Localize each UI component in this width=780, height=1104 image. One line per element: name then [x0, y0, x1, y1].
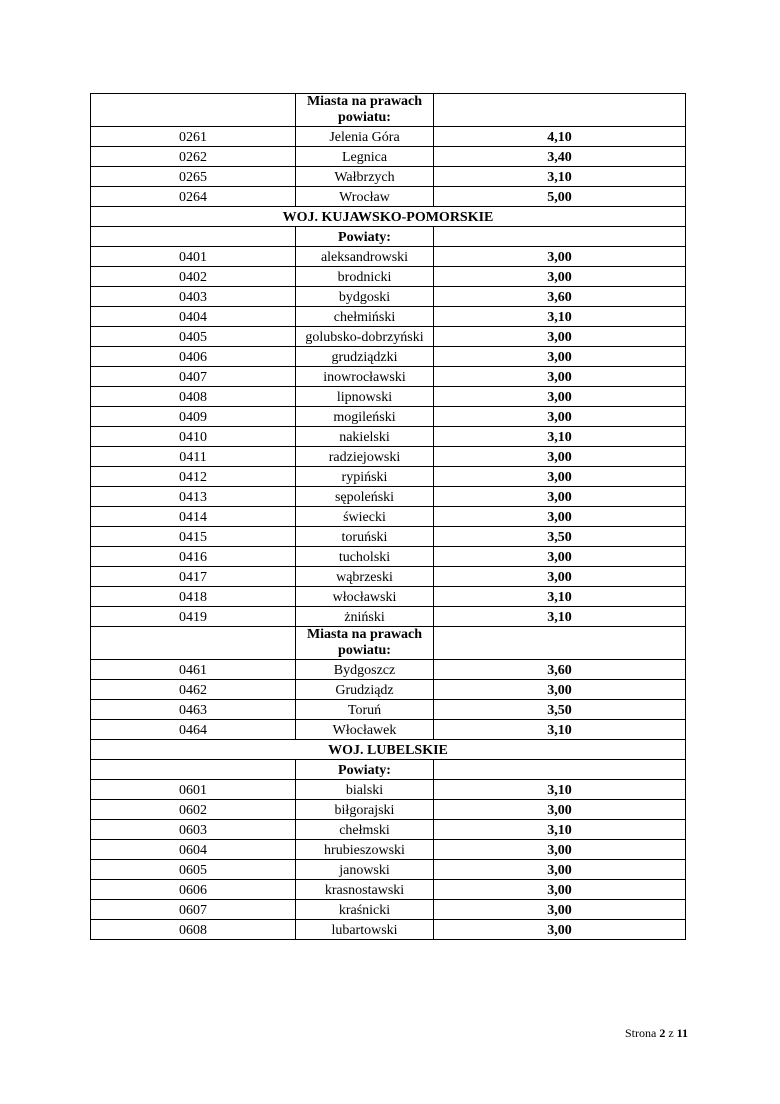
- table-row: [91, 387, 686, 407]
- value-cell: 3,10: [434, 427, 686, 447]
- value-cell: 3,00: [434, 567, 686, 587]
- table-row: [91, 700, 686, 720]
- name-cell: aleksandrowski: [296, 247, 434, 267]
- name-cell: bialski: [296, 780, 434, 800]
- name-cell: Jelenia Góra: [296, 127, 434, 147]
- code-cell-empty: [91, 94, 296, 127]
- value-cell: 3,00: [434, 507, 686, 527]
- code-cell: 0407: [91, 367, 296, 387]
- name-cell: świecki: [296, 507, 434, 527]
- table-row: [91, 327, 686, 347]
- code-cell: 0464: [91, 720, 296, 740]
- code-cell: 0418: [91, 587, 296, 607]
- name-cell: golubsko-dobrzyński: [296, 327, 434, 347]
- table-row: [91, 527, 686, 547]
- code-cell: 0606: [91, 880, 296, 900]
- code-cell: 0414: [91, 507, 296, 527]
- subheader-label: Miasta na prawach powiatu:: [296, 627, 434, 660]
- value-cell: 4,10: [434, 127, 686, 147]
- name-cell: grudziądzki: [296, 347, 434, 367]
- code-cell: 0403: [91, 287, 296, 307]
- code-cell: 0415: [91, 527, 296, 547]
- table-row: [91, 567, 686, 587]
- code-cell: 0404: [91, 307, 296, 327]
- code-cell: 0412: [91, 467, 296, 487]
- code-cell: 0462: [91, 680, 296, 700]
- table-row: [91, 167, 686, 187]
- table-row: [91, 407, 686, 427]
- page-number-prefix: Strona: [624, 1026, 657, 1040]
- name-cell: chełmiński: [296, 307, 434, 327]
- value-cell: 3,00: [434, 860, 686, 880]
- code-cell: 0410: [91, 427, 296, 447]
- code-cell: 0406: [91, 347, 296, 367]
- name-cell: toruński: [296, 527, 434, 547]
- table-row: [91, 187, 686, 207]
- subheader-row: [91, 627, 686, 660]
- page-number-separator: z: [668, 1026, 674, 1040]
- code-cell: 0265: [91, 167, 296, 187]
- table-row: [91, 307, 686, 327]
- table-row: [91, 127, 686, 147]
- name-cell: lipnowski: [296, 387, 434, 407]
- section-title: WOJ. KUJAWSKO-POMORSKIE: [91, 207, 686, 227]
- value-cell: 3,10: [434, 607, 686, 627]
- name-cell: Bydgoszcz: [296, 660, 434, 680]
- value-cell: 3,00: [434, 920, 686, 940]
- value-cell: 5,00: [434, 187, 686, 207]
- subheader-row: [91, 94, 686, 127]
- table-row: [91, 367, 686, 387]
- value-cell: 3,00: [434, 900, 686, 920]
- subheader-label: Miasta na prawach powiatu:: [296, 94, 434, 127]
- code-cell: 0463: [91, 700, 296, 720]
- name-cell: krasnostawski: [296, 880, 434, 900]
- code-cell: 0417: [91, 567, 296, 587]
- value-cell: 3,00: [434, 800, 686, 820]
- name-cell: radziejowski: [296, 447, 434, 467]
- code-cell: 0262: [91, 147, 296, 167]
- table-row: [91, 780, 686, 800]
- code-cell: 0416: [91, 547, 296, 567]
- table-row: [91, 800, 686, 820]
- value-cell: 3,10: [434, 307, 686, 327]
- name-cell: kraśnicki: [296, 900, 434, 920]
- name-cell: hrubieszowski: [296, 840, 434, 860]
- value-cell: 3,50: [434, 700, 686, 720]
- value-cell: 3,00: [434, 880, 686, 900]
- name-cell: żniński: [296, 607, 434, 627]
- value-cell-empty: [434, 627, 686, 660]
- page-number-total: 11: [676, 1026, 688, 1040]
- subheader-label: Powiaty:: [296, 227, 434, 247]
- table-row: [91, 920, 686, 940]
- value-cell: 3,00: [434, 447, 686, 467]
- name-cell: janowski: [296, 860, 434, 880]
- table-row: [91, 487, 686, 507]
- page-number-current: 2: [659, 1026, 666, 1040]
- value-cell: 3,00: [434, 327, 686, 347]
- value-cell: 3,00: [434, 407, 686, 427]
- value-cell: 3,50: [434, 527, 686, 547]
- value-cell: 3,00: [434, 247, 686, 267]
- value-cell: 3,00: [434, 267, 686, 287]
- value-cell: 3,00: [434, 840, 686, 860]
- name-cell: chełmski: [296, 820, 434, 840]
- name-cell: Wałbrzych: [296, 167, 434, 187]
- table-row: [91, 287, 686, 307]
- code-cell: 0419: [91, 607, 296, 627]
- name-cell: włocławski: [296, 587, 434, 607]
- code-cell: 0261: [91, 127, 296, 147]
- rates-table: [90, 93, 686, 940]
- value-cell: 3,00: [434, 367, 686, 387]
- name-cell: sępoleński: [296, 487, 434, 507]
- table-row: [91, 880, 686, 900]
- subheader-row: [91, 760, 686, 780]
- table-row: [91, 900, 686, 920]
- name-cell: inowrocławski: [296, 367, 434, 387]
- page-number: [625, 1026, 688, 1041]
- name-cell: Wrocław: [296, 187, 434, 207]
- code-cell: 0605: [91, 860, 296, 880]
- code-cell: 0405: [91, 327, 296, 347]
- code-cell: 0264: [91, 187, 296, 207]
- value-cell: 3,10: [434, 720, 686, 740]
- value-cell-empty: [434, 760, 686, 780]
- table-row: [91, 507, 686, 527]
- table-row: [91, 820, 686, 840]
- name-cell: nakielski: [296, 427, 434, 447]
- section-header-row: [91, 740, 686, 760]
- code-cell: 0607: [91, 900, 296, 920]
- code-cell: 0461: [91, 660, 296, 680]
- value-cell: 3,00: [434, 387, 686, 407]
- value-cell: 3,00: [434, 467, 686, 487]
- name-cell: bydgoski: [296, 287, 434, 307]
- name-cell: Legnica: [296, 147, 434, 167]
- value-cell: 3,10: [434, 820, 686, 840]
- value-cell: 3,60: [434, 660, 686, 680]
- value-cell: 3,40: [434, 147, 686, 167]
- table-row: [91, 467, 686, 487]
- table-row: [91, 860, 686, 880]
- code-cell: 0603: [91, 820, 296, 840]
- section-title: WOJ. LUBELSKIE: [91, 740, 686, 760]
- table-row: [91, 660, 686, 680]
- value-cell: 3,00: [434, 680, 686, 700]
- value-cell: 3,00: [434, 487, 686, 507]
- name-cell: Grudziądz: [296, 680, 434, 700]
- code-cell: 0602: [91, 800, 296, 820]
- subheader-label: Powiaty:: [296, 760, 434, 780]
- code-cell: 0411: [91, 447, 296, 467]
- value-cell-empty: [434, 94, 686, 127]
- table-row: [91, 607, 686, 627]
- value-cell: 3,10: [434, 587, 686, 607]
- table-row: [91, 587, 686, 607]
- name-cell: tucholski: [296, 547, 434, 567]
- subheader-row: [91, 227, 686, 247]
- code-cell: 0601: [91, 780, 296, 800]
- name-cell: mogileński: [296, 407, 434, 427]
- code-cell-empty: [91, 227, 296, 247]
- table-row: [91, 427, 686, 447]
- value-cell: 3,00: [434, 347, 686, 367]
- code-cell: 0401: [91, 247, 296, 267]
- name-cell: rypiński: [296, 467, 434, 487]
- name-cell: lubartowski: [296, 920, 434, 940]
- table-row: [91, 347, 686, 367]
- table-row: [91, 247, 686, 267]
- table-row: [91, 447, 686, 467]
- code-cell: 0413: [91, 487, 296, 507]
- code-cell-empty: [91, 760, 296, 780]
- name-cell: wąbrzeski: [296, 567, 434, 587]
- name-cell: Toruń: [296, 700, 434, 720]
- value-cell-empty: [434, 227, 686, 247]
- name-cell: brodnicki: [296, 267, 434, 287]
- table-row: [91, 680, 686, 700]
- code-cell: 0608: [91, 920, 296, 940]
- code-cell: 0409: [91, 407, 296, 427]
- code-cell: 0402: [91, 267, 296, 287]
- table-row: [91, 267, 686, 287]
- value-cell: 3,00: [434, 547, 686, 567]
- value-cell: 3,10: [434, 780, 686, 800]
- table-row: [91, 840, 686, 860]
- value-cell: 3,60: [434, 287, 686, 307]
- code-cell-empty: [91, 627, 296, 660]
- name-cell: Włocławek: [296, 720, 434, 740]
- table-row: [91, 720, 686, 740]
- rates-table-body: [91, 94, 686, 940]
- section-header-row: [91, 207, 686, 227]
- table-row: [91, 147, 686, 167]
- code-cell: 0604: [91, 840, 296, 860]
- table-row: [91, 547, 686, 567]
- code-cell: 0408: [91, 387, 296, 407]
- name-cell: biłgorajski: [296, 800, 434, 820]
- value-cell: 3,10: [434, 167, 686, 187]
